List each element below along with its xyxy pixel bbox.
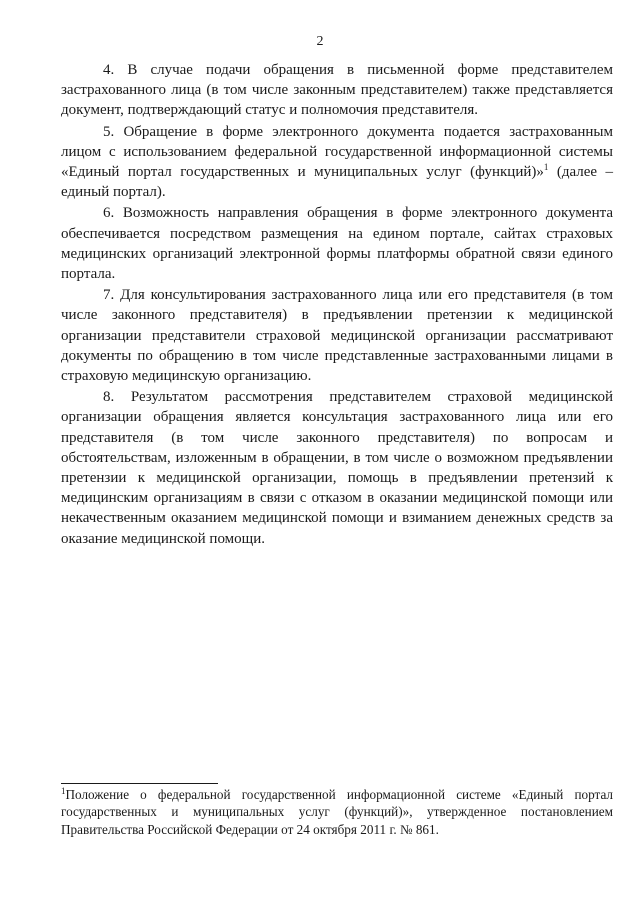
document-body (61, 60, 613, 550)
paragraph-8: 8. Результатом рассмотрения представителем страховой медицинской организации обращения является консультация застрахованного лица или его представителя (в том числе законного представителя) по вопросам и обстоятельствам, изложенным в обращении, в том числе о возможном предъявлении претензии к медицинской организации, помощь в предъявлении претензий к медицинским организациям в связи с отказом в оказании медицинской помощи или некачественным оказанием медицинской помощи и взиманием денежных средств за оказание медицинской помощи. (61, 389, 613, 547)
paragraph-4: 4. В случае подачи обращения в письменной форме представителем застрахованного лица (в том числе законным представителем) также представляется документ, подтверждающий статус и полномочия представителя. (61, 62, 613, 119)
paragraph-6: 6. Возможность направления обращения в форме электронного документа обеспечивается посредством размещения на едином портале, сайтах страховых медицинских организаций электронной формы платформы обратной связи единого портала. (61, 205, 613, 283)
paragraph-5-text: 5. Обращение в форме электронного документа подается застрахованным лицом с использованием федеральной государственной информационной системы «Единый портал государственных и муниципальных услуг (функций)» (61, 123, 613, 181)
footnote-separator (61, 783, 218, 784)
footnote-reference: 1 (543, 162, 549, 173)
page-number: 2 (316, 34, 324, 49)
footnote-text: Положение о федеральной государственной информационной системе «Единый портал государственных и муниципальных услуг (функций)», утвержденное постановлением Правительства Российской Федерации от 24 октября 2011 г. № 861. (61, 787, 613, 837)
paragraph-5 (61, 122, 613, 203)
footnote (61, 786, 613, 838)
footnote-marker: 1 (61, 786, 66, 796)
paragraph-7: 7. Для консультирования застрахованного лица или его представителя (в том числе законного представителя) в предъявлении претензии к медицинской организации представители страховой медицинской организации рассматривают документы по обращению в том числе представленные застрахованными лицами в страховую медицинскую организацию. (61, 287, 613, 385)
paragraph-5-text-after: (далее – единый портал). (61, 164, 613, 201)
